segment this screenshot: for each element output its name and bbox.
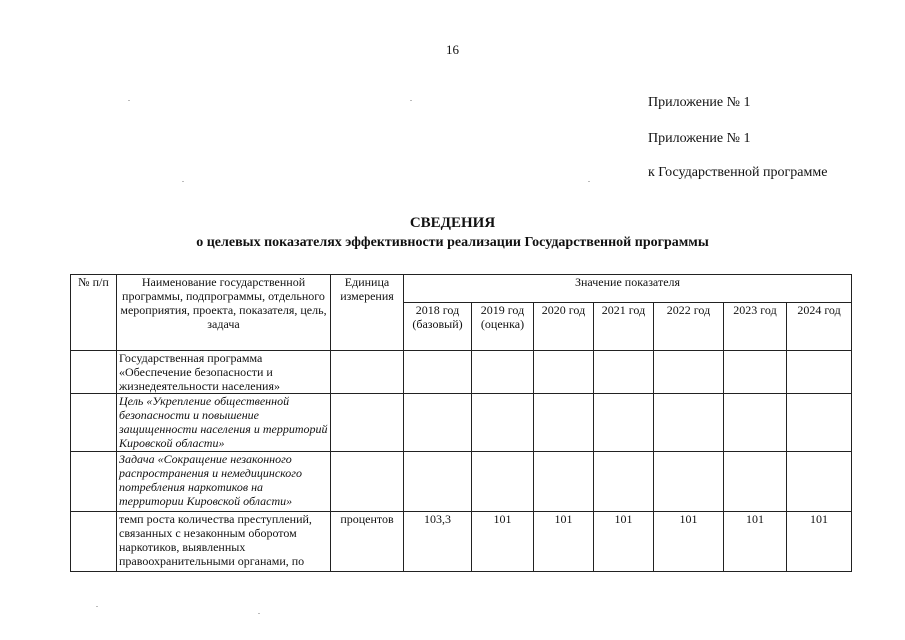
row-value: 101 (654, 512, 724, 572)
row-value (724, 394, 787, 452)
document-subtitle: о целевых показателях эффективности реализации Государственной программы (196, 235, 709, 250)
row-num (71, 452, 117, 512)
header-year: 2023 год (724, 303, 787, 351)
row-value (724, 452, 787, 512)
row-name: Задача «Сокращение незаконного распространения и немедицинского потребления наркотиков на территории Кировской области» (117, 452, 331, 512)
row-value: 101 (534, 512, 594, 572)
header-num: № п/п (71, 275, 117, 351)
row-name: Государственная программа «Обеспечение безопасности и жизнедеятельности населения» (117, 351, 331, 394)
row-num (71, 351, 117, 394)
row-unit: процентов (331, 512, 404, 572)
row-value: 101 (472, 512, 534, 572)
appendix-line-1: Приложение № 1 (648, 95, 751, 110)
row-unit (331, 351, 404, 394)
page-number: 16 (446, 42, 459, 57)
row-value (404, 394, 472, 452)
header-year: 2019 год (оценка) (472, 303, 534, 351)
table-row (71, 512, 852, 572)
table-row (71, 452, 852, 512)
row-value (594, 351, 654, 394)
appendix-line-2: Приложение № 1 (648, 131, 751, 146)
row-value (534, 452, 594, 512)
table-row (71, 394, 852, 452)
row-value (654, 394, 724, 452)
row-value (787, 351, 852, 394)
header-value-group: Значение показателя (404, 275, 852, 303)
row-value (787, 394, 852, 452)
row-unit (331, 452, 404, 512)
row-value (472, 351, 534, 394)
scan-speck (410, 100, 412, 101)
row-value (787, 452, 852, 512)
scan-speck (96, 606, 98, 607)
row-value (654, 452, 724, 512)
scan-speck (588, 181, 590, 182)
row-value: 101 (787, 512, 852, 572)
row-value (594, 394, 654, 452)
row-num (71, 394, 117, 452)
row-unit (331, 394, 404, 452)
scan-speck (258, 613, 260, 614)
row-value (472, 394, 534, 452)
appendix-line-3: к Государственной программе (648, 165, 828, 180)
row-value (534, 351, 594, 394)
row-value (404, 452, 472, 512)
row-name: темп роста количества преступлений, связанных с незаконным оборотом наркотиков, выявленных правоохранительными органами, по (117, 512, 331, 572)
header-unit: Единица измерения (331, 275, 404, 351)
row-num (71, 512, 117, 572)
row-name: Цель «Укрепление общественной безопасности и повышение защищенности населения и территорий Кировской области» (117, 394, 331, 452)
row-value: 101 (724, 512, 787, 572)
header-year: 2020 год (534, 303, 594, 351)
indicators-table (70, 274, 852, 572)
header-year: 2022 год (654, 303, 724, 351)
row-value: 103,3 (404, 512, 472, 572)
row-value (534, 394, 594, 452)
header-year: 2024 год (787, 303, 852, 351)
row-value (404, 351, 472, 394)
header-name: Наименование государственной программы, подпрограммы, отдельного мероприятия, проекта, показателя, цель, задача (117, 275, 331, 351)
row-value: 101 (594, 512, 654, 572)
scan-speck (182, 181, 184, 182)
row-value (724, 351, 787, 394)
header-year: 2021 год (594, 303, 654, 351)
row-value (654, 351, 724, 394)
document-title: СВЕДЕНИЯ (409, 215, 496, 231)
scan-speck (128, 100, 130, 101)
row-value (472, 452, 534, 512)
row-value (594, 452, 654, 512)
table-row (71, 351, 852, 394)
header-year: 2018 год (базовый) (404, 303, 472, 351)
